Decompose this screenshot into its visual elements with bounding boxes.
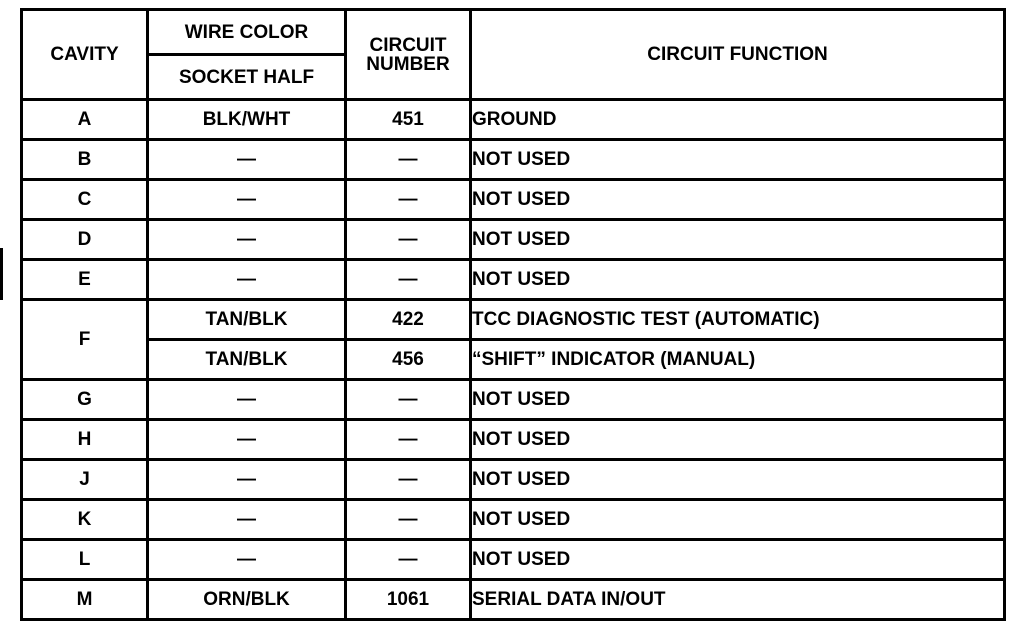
wire-color-cell: — bbox=[148, 540, 346, 580]
table-row bbox=[22, 460, 1005, 500]
table-row bbox=[22, 420, 1005, 460]
header-cavity: CAVITY bbox=[22, 10, 148, 100]
cavity-cell: B bbox=[22, 140, 148, 180]
table-row bbox=[22, 380, 1005, 420]
table-row bbox=[22, 220, 1005, 260]
wire-color-cell: ORN/BLK bbox=[148, 580, 346, 620]
cavity-cell: L bbox=[22, 540, 148, 580]
cavity-cell: G bbox=[22, 380, 148, 420]
circuit-number-cell: — bbox=[346, 420, 471, 460]
circuit-number-cell: — bbox=[346, 180, 471, 220]
circuit-function-cell: NOT USED bbox=[471, 260, 1005, 300]
header-wire-color: WIRE COLOR bbox=[148, 10, 346, 55]
circuit-number-cell: — bbox=[346, 220, 471, 260]
header-socket-half: SOCKET HALF bbox=[148, 55, 346, 100]
table-row bbox=[22, 540, 1005, 580]
table-row bbox=[22, 580, 1005, 620]
circuit-number-cell: — bbox=[346, 380, 471, 420]
circuit-function-cell: NOT USED bbox=[471, 460, 1005, 500]
circuit-number-cell: 422 bbox=[346, 300, 471, 340]
table-row bbox=[22, 500, 1005, 540]
circuit-number-cell: 456 bbox=[346, 340, 471, 380]
cavity-cell: J bbox=[22, 460, 148, 500]
cavity-cell: A bbox=[22, 100, 148, 140]
table-row bbox=[22, 100, 1005, 140]
circuit-function-cell: NOT USED bbox=[471, 380, 1005, 420]
circuit-function-cell: TCC DIAGNOSTIC TEST (AUTOMATIC) bbox=[471, 300, 1005, 340]
wire-color-cell: — bbox=[148, 380, 346, 420]
header-circuit-function: CIRCUIT FUNCTION bbox=[471, 10, 1005, 100]
table-row bbox=[22, 140, 1005, 180]
circuit-function-cell: GROUND bbox=[471, 100, 1005, 140]
wire-color-cell: — bbox=[148, 180, 346, 220]
circuit-function-cell: NOT USED bbox=[471, 540, 1005, 580]
cavity-cell: F bbox=[22, 300, 148, 380]
circuit-number-cell: — bbox=[346, 260, 471, 300]
wire-color-cell: — bbox=[148, 500, 346, 540]
circuit-number-cell: — bbox=[346, 140, 471, 180]
wire-color-cell: BLK/WHT bbox=[148, 100, 346, 140]
circuit-function-cell: NOT USED bbox=[471, 420, 1005, 460]
wire-color-cell: TAN/BLK bbox=[148, 300, 346, 340]
header-row bbox=[22, 10, 1005, 55]
circuit-number-cell: — bbox=[346, 460, 471, 500]
circuit-function-cell: NOT USED bbox=[471, 500, 1005, 540]
cavity-cell: M bbox=[22, 580, 148, 620]
cavity-cell: K bbox=[22, 500, 148, 540]
wire-color-cell: — bbox=[148, 460, 346, 500]
cavity-cell: C bbox=[22, 180, 148, 220]
circuit-function-cell: SERIAL DATA IN/OUT bbox=[471, 580, 1005, 620]
circuit-function-cell: NOT USED bbox=[471, 180, 1005, 220]
left-edge-mark bbox=[0, 248, 3, 300]
table-row bbox=[22, 340, 1005, 380]
wire-color-cell: — bbox=[148, 420, 346, 460]
connector-pinout-table bbox=[20, 8, 1006, 621]
circuit-function-cell: NOT USED bbox=[471, 140, 1005, 180]
circuit-function-cell: NOT USED bbox=[471, 220, 1005, 260]
circuit-number-cell: 1061 bbox=[346, 580, 471, 620]
table-row bbox=[22, 180, 1005, 220]
cavity-cell: D bbox=[22, 220, 148, 260]
circuit-number-cell: — bbox=[346, 540, 471, 580]
wire-color-cell: — bbox=[148, 220, 346, 260]
header-circuit-number: CIRCUIT NUMBER bbox=[346, 10, 471, 100]
wire-color-cell: — bbox=[148, 260, 346, 300]
table-row bbox=[22, 260, 1005, 300]
wire-color-cell: TAN/BLK bbox=[148, 340, 346, 380]
cavity-cell: H bbox=[22, 420, 148, 460]
cavity-cell: E bbox=[22, 260, 148, 300]
circuit-function-cell: “SHIFT” INDICATOR (MANUAL) bbox=[471, 340, 1005, 380]
circuit-number-cell: — bbox=[346, 500, 471, 540]
circuit-number-cell: 451 bbox=[346, 100, 471, 140]
table-row bbox=[22, 300, 1005, 340]
wire-color-cell: — bbox=[148, 140, 346, 180]
